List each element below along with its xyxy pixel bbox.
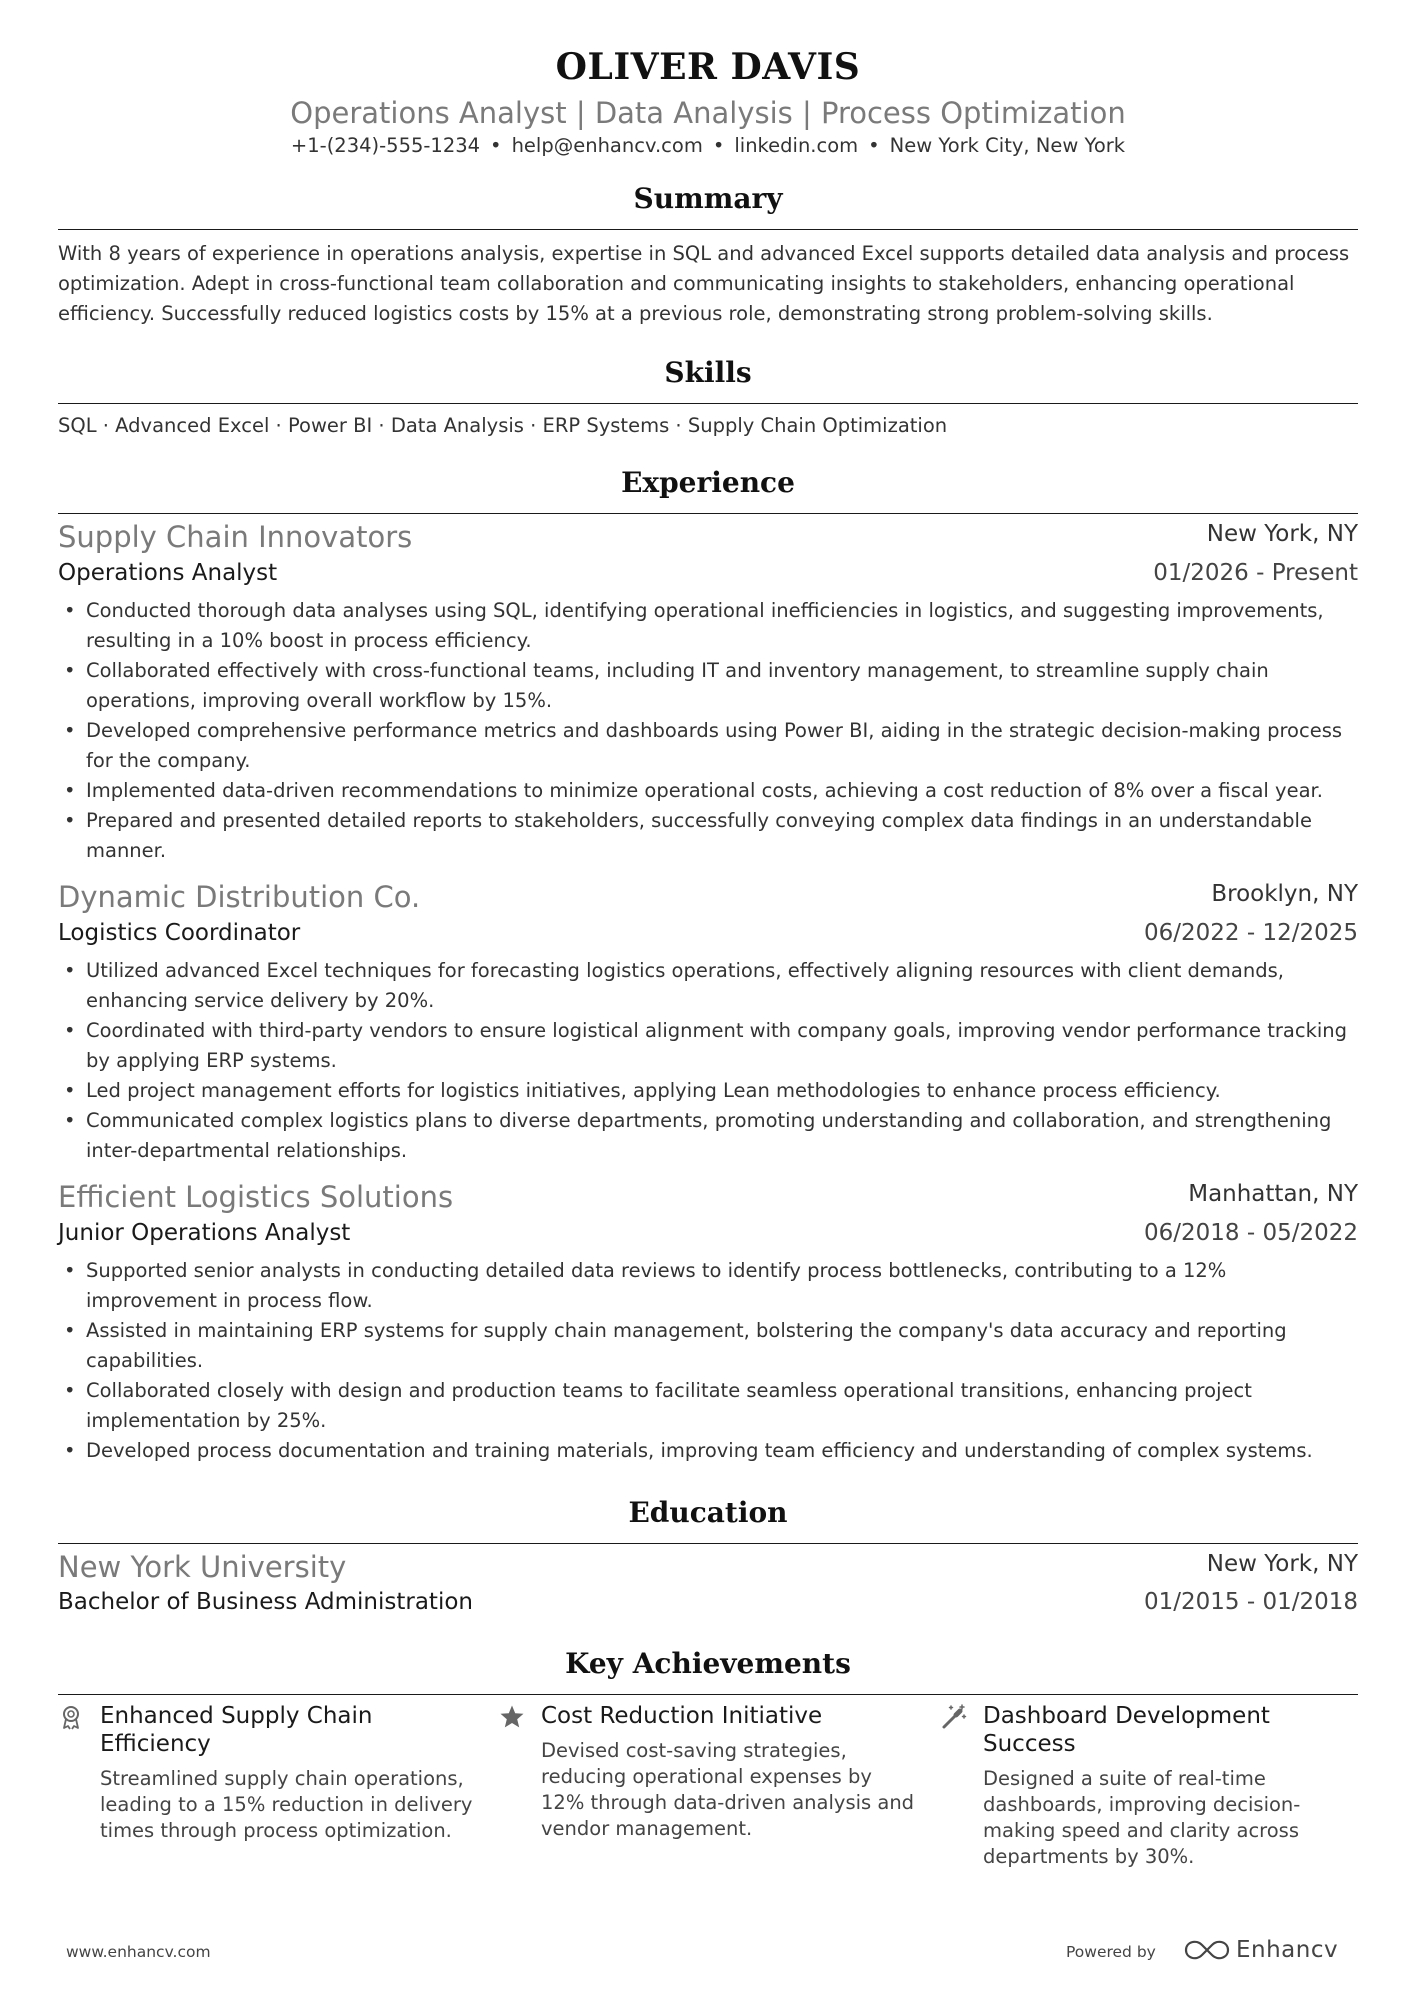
list-item: • Prepared and presented detailed reports to stakeholders, successfully conveying complex data findings in an understandable manner. bbox=[58, 806, 1358, 866]
separator-dot: • bbox=[712, 134, 725, 157]
section-divider bbox=[58, 403, 1358, 404]
education-heading: Education bbox=[628, 1496, 788, 1529]
skills-heading: Skills bbox=[664, 356, 752, 389]
achievement-description: Designed a suite of real-time dashboards, improving decision-making speed and clarity across departments by 30%. bbox=[983, 1767, 1301, 1868]
location: New York City, New York bbox=[889, 134, 1126, 157]
tagline: Operations Analyst | Data Analysis | Process Optimization bbox=[290, 96, 1126, 130]
list-item: • Developed process documentation and training materials, improving team efficiency and understanding of complex systems. bbox=[58, 1436, 1358, 1466]
achievement-title: Dashboard Development Success bbox=[983, 1703, 1270, 1757]
achievements-heading: Key Achievements bbox=[565, 1647, 851, 1680]
education-dates: 01/2015 - 01/2018 bbox=[1143, 1589, 1358, 1615]
achievement-description: Devised cost-saving strategies, reducing operational expenses by 12% through data-driven analysis and vendor management. bbox=[541, 1739, 915, 1840]
phone: +1-(234)-555-1234 bbox=[290, 134, 481, 157]
job-location: Brooklyn, NY bbox=[1211, 881, 1358, 907]
achievement-description: Streamlined supply chain operations, leading to a 15% reduction in delivery times through process optimization. bbox=[100, 1767, 473, 1842]
list-item: • Coordinated with third-party vendors to ensure logistical alignment with company goals, improving vendor performance tracking by applying ERP systems. bbox=[58, 1016, 1358, 1076]
section-divider bbox=[58, 1543, 1358, 1544]
list-item: • Collaborated closely with design and production teams to facilitate seamless operational transitions, enhancing project implementation by 25%. bbox=[58, 1376, 1358, 1436]
enhancv-logo-icon bbox=[1184, 1939, 1230, 1961]
job-location: New York, NY bbox=[1206, 521, 1358, 547]
school-location: New York, NY bbox=[1206, 1551, 1358, 1577]
job-dates: 06/2018 - 05/2022 bbox=[1143, 1220, 1358, 1246]
separator-dot: • bbox=[490, 134, 502, 157]
list-item: • Led project management efforts for logistics initiatives, applying Lean methodologies to enhance process efficiency. bbox=[58, 1076, 1358, 1106]
skills-list: SQL · Advanced Excel · Power BI · Data Analysis · ERP Systems · Supply Chain Optimization bbox=[58, 414, 948, 437]
linkedin-link[interactable]: linkedin.com bbox=[734, 134, 859, 157]
company-name: Dynamic Distribution Co. bbox=[58, 880, 421, 914]
company-name: Efficient Logistics Solutions bbox=[58, 1180, 454, 1214]
job-location: Manhattan, NY bbox=[1188, 1181, 1358, 1207]
candidate-name: OLIVER DAVIS bbox=[555, 46, 861, 88]
achievement-title: Enhanced Supply Chain Efficiency bbox=[100, 1703, 373, 1757]
summary-text: With 8 years of experience in operations analysis, expertise in SQL and advanced Excel supports detailed data analysis and process optimization. Adept in cross-functional team collaboration and communicating insights to stakeholders, enhancing operational efficiency. Successfully reduced logistics costs by 15% at a previous role, demonstrating strong problem-solving skills. bbox=[58, 242, 1350, 325]
email-link[interactable]: help@enhancv.com bbox=[511, 134, 703, 157]
job-title: Logistics Coordinator bbox=[58, 920, 301, 946]
powered-by-label: Powered by bbox=[1066, 1943, 1156, 1961]
job-dates: 06/2022 - 12/2025 bbox=[1143, 920, 1358, 946]
job-bullets bbox=[58, 1256, 1358, 1466]
job-bullets bbox=[58, 956, 1358, 1166]
job-dates: 01/2026 - Present bbox=[1153, 560, 1358, 586]
job-bullets bbox=[58, 596, 1358, 866]
degree: Bachelor of Business Administration bbox=[58, 1589, 473, 1615]
school-name: New York University bbox=[58, 1550, 347, 1584]
star-icon bbox=[499, 1704, 525, 1730]
company-name: Supply Chain Innovators bbox=[58, 520, 413, 554]
contact-line bbox=[58, 134, 1358, 157]
award-icon bbox=[58, 1704, 84, 1730]
magic-wand-icon bbox=[941, 1704, 967, 1730]
separator-dot: • bbox=[868, 134, 880, 157]
list-item: • Collaborated effectively with cross-functional teams, including IT and inventory management, to streamline supply chain operations, improving overall workflow by 15%. bbox=[58, 656, 1358, 716]
section-divider bbox=[58, 229, 1358, 230]
list-item: • Utilized advanced Excel techniques for forecasting logistics operations, effectively aligning resources with client demands, enhancing service delivery by 20%. bbox=[58, 956, 1358, 1016]
experience-heading: Experience bbox=[621, 466, 795, 499]
list-item: • Developed comprehensive performance metrics and dashboards using Power BI, aiding in the strategic decision-making process for the company. bbox=[58, 716, 1358, 776]
list-item: • Assisted in maintaining ERP systems for supply chain management, bolstering the company's data accuracy and reporting capabilities. bbox=[58, 1316, 1358, 1376]
job-title: Junior Operations Analyst bbox=[58, 1220, 351, 1246]
job-title: Operations Analyst bbox=[58, 560, 278, 586]
summary-heading: Summary bbox=[633, 182, 783, 215]
list-item: • Conducted thorough data analyses using SQL, identifying operational inefficiencies in logistics, and suggesting improvements, resulting in a 10% boost in process efficiency. bbox=[58, 596, 1358, 656]
list-item: • Communicated complex logistics plans to diverse departments, promoting understanding and collaboration, and strengthening inter-departmental relationships. bbox=[58, 1106, 1358, 1166]
footer-website-link[interactable]: www.enhancv.com bbox=[66, 1943, 211, 1961]
section-divider bbox=[58, 513, 1358, 514]
section-divider bbox=[58, 1694, 1358, 1695]
list-item: • Supported senior analysts in conducting detailed data reviews to identify process bottlenecks, contributing to a 12% improvement in process flow. bbox=[58, 1256, 1358, 1316]
achievement-title: Cost Reduction Initiative bbox=[541, 1703, 823, 1729]
list-item: • Implemented data-driven recommendations to minimize operational costs, achieving a cost reduction of 8% over a fiscal year. bbox=[58, 776, 1358, 806]
brand-name: Enhancv bbox=[1236, 1937, 1339, 1963]
